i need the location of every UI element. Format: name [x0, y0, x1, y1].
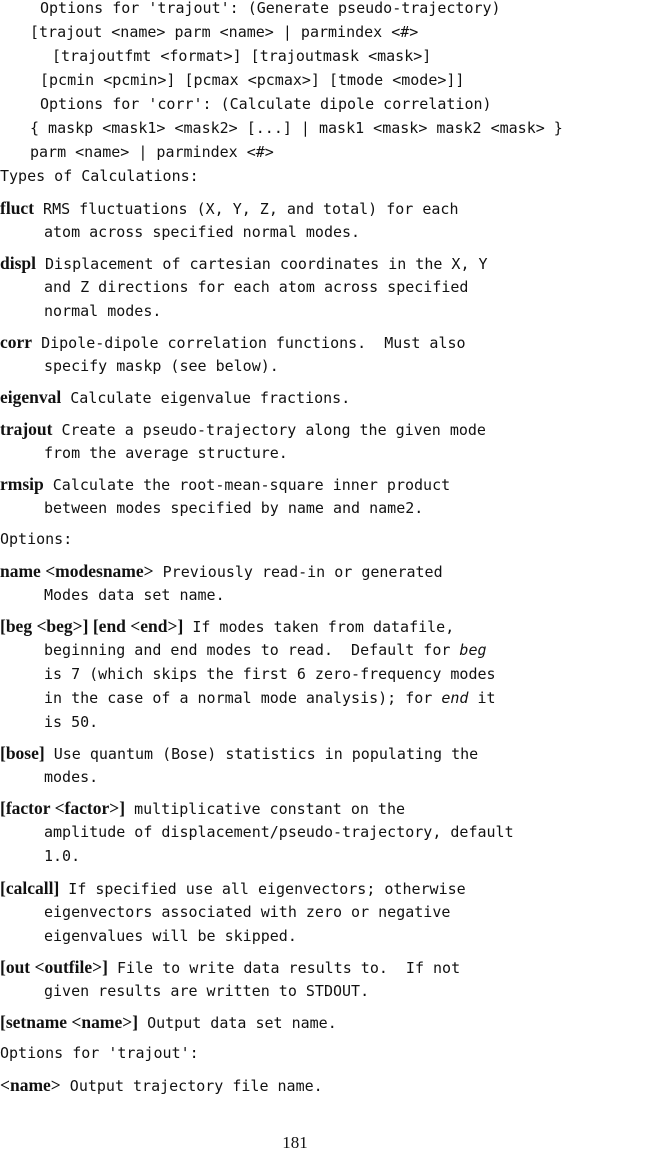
usage-line-6: { maskp <mask1> <mask2> [...] | mask1 <mask> mask2 <mask> } [30, 119, 563, 137]
calc-trajout [0, 419, 486, 440]
term-displ: displ [0, 253, 36, 273]
term-eigenval: eigenval [0, 387, 62, 407]
opt-beg-desc-4 [44, 688, 496, 708]
usage-line-2: [trajout <name> parm <name> | parmindex <#> [30, 23, 419, 41]
calc-rmsip-desc-1: Calculate the root-mean-square inner product [43, 476, 451, 494]
trajout-options-heading: Options for 'trajout': [0, 1044, 199, 1062]
opt-name [0, 561, 443, 582]
calc-displ-desc-1: Displacement of cartesian coordinates in the X, Y [36, 255, 488, 273]
options-heading: Options: [0, 530, 73, 548]
opt-bose-desc-2: modes. [44, 768, 99, 786]
term-calcall: [calcall] [0, 878, 60, 898]
opt-setname-desc-1: Output data set name. [138, 1014, 337, 1032]
term-corr: corr [0, 332, 33, 352]
term-out: [out <outfile>] [0, 957, 108, 977]
calc-rmsip [0, 474, 450, 495]
opt-beg-desc-4-italic: end [441, 689, 469, 707]
calc-corr-desc-1: Dipole-dipole correlation functions. Must also [32, 334, 466, 352]
calc-trajout-desc-1: Create a pseudo-trajectory along the given mode [52, 421, 486, 439]
term-fluct: fluct [0, 198, 35, 218]
opt-calcall [0, 878, 466, 899]
opt-out [0, 957, 460, 978]
opt-beg-desc-2-italic: beg [459, 641, 487, 659]
calc-displ-desc-2: and Z directions for each atom across specified [44, 278, 469, 296]
opt-out-desc-2: given results are written to STDOUT. [44, 982, 370, 1000]
opt-out-desc-1: File to write data results to. If not [107, 959, 461, 977]
opt-calcall-desc-3: eigenvalues will be skipped. [44, 927, 297, 945]
opt-name-desc-1: Previously read-in or generated [153, 563, 443, 581]
opt-beg-desc-2 [44, 640, 487, 660]
term-trajout-name: <name> [0, 1075, 61, 1095]
calc-trajout-desc-2: from the average structure. [44, 444, 288, 462]
term-setname: [setname <name>] [0, 1012, 139, 1032]
opt-calcall-desc-1: If specified use all eigenvectors; otherwise [59, 880, 466, 898]
opt-factor-desc-2: amplitude of displacement/pseudo-trajectory, default [44, 823, 514, 841]
opt-beg-desc-4-tail: it [468, 689, 496, 707]
opt-name-desc-2: Modes data set name. [44, 586, 225, 604]
opt-factor [0, 798, 405, 819]
usage-line-3: [trajoutfmt <format>] [trajoutmask <mask>] [52, 47, 432, 65]
term-name: name <modesname> [0, 561, 154, 581]
calc-eigenval [0, 387, 350, 408]
opt-calcall-desc-2: eigenvectors associated with zero or negative [44, 903, 451, 921]
term-trajout: trajout [0, 419, 53, 439]
usage-line-5: Options for 'corr': (Calculate dipole correlation) [40, 95, 492, 113]
opt-beg-desc-2-text: beginning and end modes to read. Default for [44, 641, 460, 659]
calculations-heading: Types of Calculations: [0, 167, 199, 185]
term-beg-end: [beg <beg>] [end <end>] [0, 616, 184, 636]
usage-line-4: [pcmin <pcmin>] [pcmax <pcmax>] [tmode <mode>]] [40, 71, 465, 89]
opt-setname [0, 1012, 337, 1033]
opt-bose [0, 743, 478, 764]
opt-factor-desc-1: multiplicative constant on the [125, 800, 406, 818]
opt-beg-desc-1: If modes taken from datafile, [183, 618, 455, 636]
calc-fluct-desc-1: RMS fluctuations (X, Y, Z, and total) for each [34, 200, 459, 218]
usage-line-7: parm <name> | parmindex <#> [30, 143, 274, 161]
term-rmsip: rmsip [0, 474, 44, 494]
trajout-opt-name-desc-1: Output trajectory file name. [60, 1077, 323, 1095]
opt-beg-end [0, 616, 454, 637]
calc-corr-desc-2: specify maskp (see below). [44, 357, 279, 375]
calc-eigenval-desc-1: Calculate eigenvalue fractions. [61, 389, 351, 407]
opt-beg-desc-4-text: in the case of a normal mode analysis); for [44, 689, 442, 707]
usage-line-1: Options for 'trajout': (Generate pseudo-trajectory) [40, 0, 501, 17]
page-number: 181 [282, 1133, 308, 1152]
calc-displ [0, 253, 488, 274]
term-bose: [bose] [0, 743, 45, 763]
opt-factor-desc-3: 1.0. [44, 847, 81, 865]
calc-displ-desc-3: normal modes. [44, 302, 162, 320]
calc-corr [0, 332, 466, 353]
calc-rmsip-desc-2: between modes specified by name and name2. [44, 499, 424, 517]
calc-fluct-desc-2: atom across specified normal modes. [44, 223, 361, 241]
term-factor: [factor <factor>] [0, 798, 126, 818]
calc-fluct [0, 198, 458, 219]
opt-bose-desc-1: Use quantum (Bose) statistics in populating the [44, 745, 479, 763]
opt-beg-desc-5: is 50. [44, 713, 99, 731]
trajout-opt-name [0, 1075, 323, 1096]
opt-beg-desc-3: is 7 (which skips the first 6 zero-frequency modes [44, 665, 496, 683]
